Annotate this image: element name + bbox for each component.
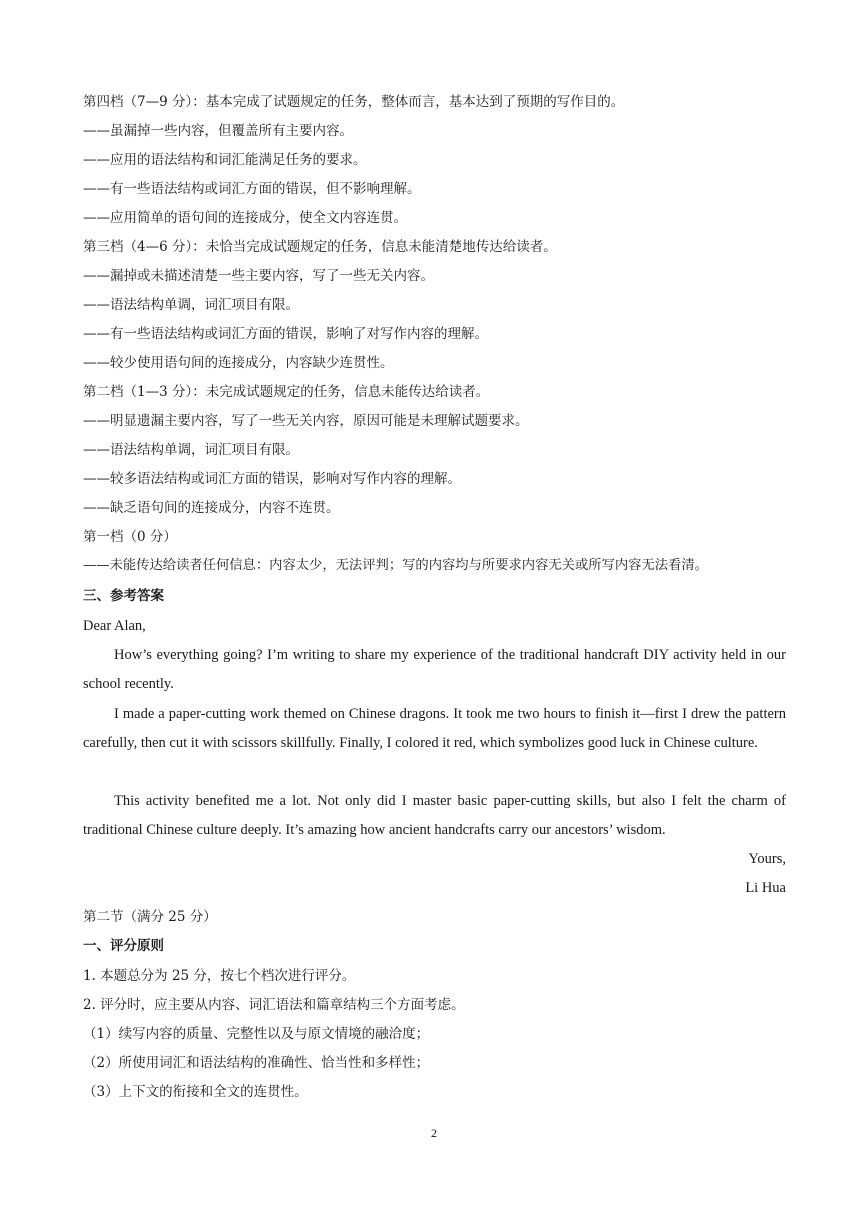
tier4-item: ——有一些语法结构或词汇方面的错误，但不影响理解。 — [83, 181, 421, 197]
tier2-item: ——明显遗漏主要内容，写了一些无关内容，原因可能是未理解试题要求。 — [83, 413, 529, 429]
tier1-heading: 第一档（0 分） — [83, 529, 177, 545]
aspect-item: （2）所使用词汇和语法结构的准确性、恰当性和多样性； — [83, 1055, 430, 1071]
letter-paragraph-2: I made a paper-cutting work themed on Chinese dragons. It took me two hours to finish it—first I drew the pattern carefully, then cut it with scissors skillfully. Finally, I colored it red, which symbolizes good luck in Chinese culture. — [83, 706, 786, 752]
tier2-heading: 第二档（1—3 分）：未完成试题规定的任务，信息未能传达给读者。 — [83, 384, 490, 400]
letter-paragraph-1: How’s everything going? I’m writing to share my experience of the traditional handcraft DIY activity held in our school recently. — [83, 647, 786, 693]
tier4-item: ——应用简单的语句间的连接成分，使全文内容连贯。 — [83, 210, 407, 226]
section2-title: 第二节（满分 25 分） — [83, 909, 217, 925]
tier2-item: ——缺乏语句间的连接成分，内容不连贯。 — [83, 500, 340, 516]
letter-closing: Yours, — [748, 851, 786, 867]
tier3-heading: 第三档（4—6 分）：未恰当完成试题规定的任务，信息未能清楚地传达给读者。 — [83, 239, 557, 255]
tier4-item: ——应用的语法结构和词汇能满足任务的要求。 — [83, 152, 367, 168]
letter-paragraph-3: This activity benefited me a lot. Not only did I master basic paper-cutting skills, but also I felt the charm of traditional Chinese culture deeply. It’s amazing how ancient handcrafts carry our ancestors’ wisdom. — [83, 793, 786, 839]
principles-heading: 一、评分原则 — [83, 938, 164, 954]
tier4-heading: 第四档（7—9 分）：基本完成了试题规定的任务，整体而言，基本达到了预期的写作目的。 — [83, 94, 625, 110]
tier3-item: ——较少使用语句间的连接成分，内容缺少连贯性。 — [83, 355, 394, 371]
rule-item: 2. 评分时，应主要从内容、词汇语法和篇章结构三个方面考虑。 — [83, 997, 465, 1013]
letter-salutation: Dear Alan, — [83, 618, 146, 634]
rule-item: 1. 本题总分为 25 分，按七个档次进行评分。 — [83, 968, 356, 984]
tier2-item: ——较多语法结构或词汇方面的错误，影响对写作内容的理解。 — [83, 471, 461, 487]
aspect-item: （1）续写内容的质量、完整性以及与原文情境的融洽度； — [83, 1026, 430, 1042]
tier3-item: ——漏掉或未描述清楚一些主要内容，写了一些无关内容。 — [83, 268, 434, 284]
letter-signature: Li Hua — [745, 880, 786, 896]
tier1-item: ——未能传达给读者任何信息：内容太少，无法评判；写的内容均与所要求内容无关或所写内容无法看清。 — [83, 558, 708, 573]
page-number: 2 — [431, 1126, 437, 1140]
tier4-item: ——虽漏掉一些内容，但覆盖所有主要内容。 — [83, 123, 353, 139]
reference-heading: 三、参考答案 — [83, 588, 164, 604]
tier2-item: ——语法结构单调，词汇项目有限。 — [83, 442, 299, 458]
aspect-item: （3）上下文的衔接和全文的连贯性。 — [83, 1084, 308, 1100]
tier3-item: ——有一些语法结构或词汇方面的错误，影响了对写作内容的理解。 — [83, 326, 488, 342]
tier3-item: ——语法结构单调，词汇项目有限。 — [83, 297, 299, 313]
